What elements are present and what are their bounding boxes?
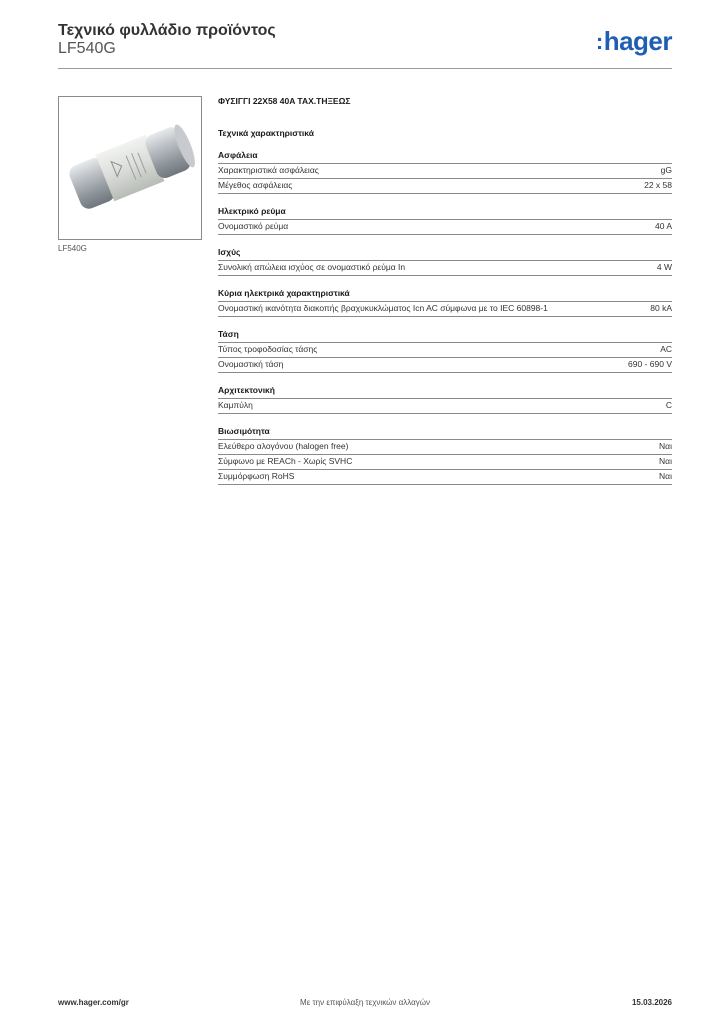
image-caption: LF540G [58, 244, 87, 253]
spec-row [218, 302, 672, 317]
section-title: Βιωσιμότητα [218, 426, 672, 440]
spec-row [218, 470, 672, 485]
fuse-cartridge-image [59, 97, 201, 239]
section-title: Τάση [218, 329, 672, 343]
footer-notice: Με την επιφύλαξη τεχνικών αλλαγών [300, 998, 430, 1007]
specs-heading: Τεχνικά χαρακτηριστικά [218, 128, 314, 138]
section-title: Αρχιτεκτονική [218, 385, 672, 399]
spec-row [218, 358, 672, 373]
spec-value: 80 kA [650, 303, 672, 313]
spec-label: Ονομαστική ικανότητα διακοπής βραχυκυκλώματος Icn AC σύμφωνα με το IEC 60898-1 [218, 303, 548, 313]
spec-value: 4 W [656, 262, 672, 272]
spec-label: Σύμφωνο με REACh - Χωρίς SVHC [218, 456, 353, 466]
spec-value: AC [660, 344, 672, 354]
hager-logo[interactable] [596, 26, 672, 57]
spec-row [218, 343, 672, 358]
spec-section [218, 426, 672, 485]
logo-colon: : [595, 29, 603, 54]
spec-value: gG [660, 165, 672, 175]
product-details [218, 96, 672, 485]
spec-row [218, 261, 672, 276]
spec-value: Ναι [659, 456, 672, 466]
spec-label: Τύπος τροφοδοσίας τάσης [218, 344, 318, 354]
product-image [58, 96, 202, 240]
section-title: Ισχύς [218, 247, 672, 261]
spec-row [218, 179, 672, 194]
section-title: Ασφάλεια [218, 150, 672, 164]
spec-value: C [665, 400, 672, 410]
spec-value: 22 x 58 [644, 180, 672, 190]
spec-value: 40 A [654, 221, 672, 231]
spec-section [218, 206, 672, 235]
spec-row [218, 399, 672, 414]
spec-section [218, 329, 672, 373]
spec-row [218, 440, 672, 455]
product-name: ΦΥΣΙΓΓΙ 22X58 40A ΤΑΧ.ΤΗΞΕΩΣ [218, 96, 351, 106]
spec-row [218, 220, 672, 235]
section-title: Ηλεκτρικό ρεύμα [218, 206, 672, 220]
spec-section [218, 288, 672, 317]
product-reference: LF540G [58, 40, 116, 57]
section-title: Κύρια ηλεκτρικά χαρακτηριστικά [218, 288, 672, 302]
spec-row [218, 455, 672, 470]
spec-section [218, 247, 672, 276]
page-header [58, 20, 672, 69]
footer-date: 15.03.2026 [631, 998, 672, 1007]
spec-label: Καμπύλη [218, 400, 253, 410]
spec-label: Ονομαστικό ρεύμα [218, 221, 289, 231]
spec-row [218, 164, 672, 179]
spec-label: Ονομαστική τάση [218, 359, 284, 369]
spec-label: Συνολική απώλεια ισχύος σε ονομαστικό ρεύμα In [218, 262, 406, 272]
logo-text: hager [603, 26, 672, 56]
spec-label: Ελεύθερο αλογόνου (halogen free) [218, 441, 349, 451]
spec-label: Συμμόρφωση RoHS [218, 471, 295, 481]
footer-website-link[interactable]: www.hager.com/gr [58, 998, 129, 1007]
spec-section [218, 385, 672, 414]
spec-sections [218, 150, 672, 485]
page-title: Τεχνικό φυλλάδιο προϊόντος [58, 22, 276, 39]
spec-value: 690 - 690 V [628, 359, 672, 369]
spec-value: Ναι [659, 471, 672, 481]
spec-section [218, 150, 672, 194]
spec-label: Χαρακτηριστικά ασφάλειας [218, 165, 319, 175]
spec-label: Μέγεθος ασφάλειας [218, 180, 293, 190]
spec-value: Ναι [659, 441, 672, 451]
